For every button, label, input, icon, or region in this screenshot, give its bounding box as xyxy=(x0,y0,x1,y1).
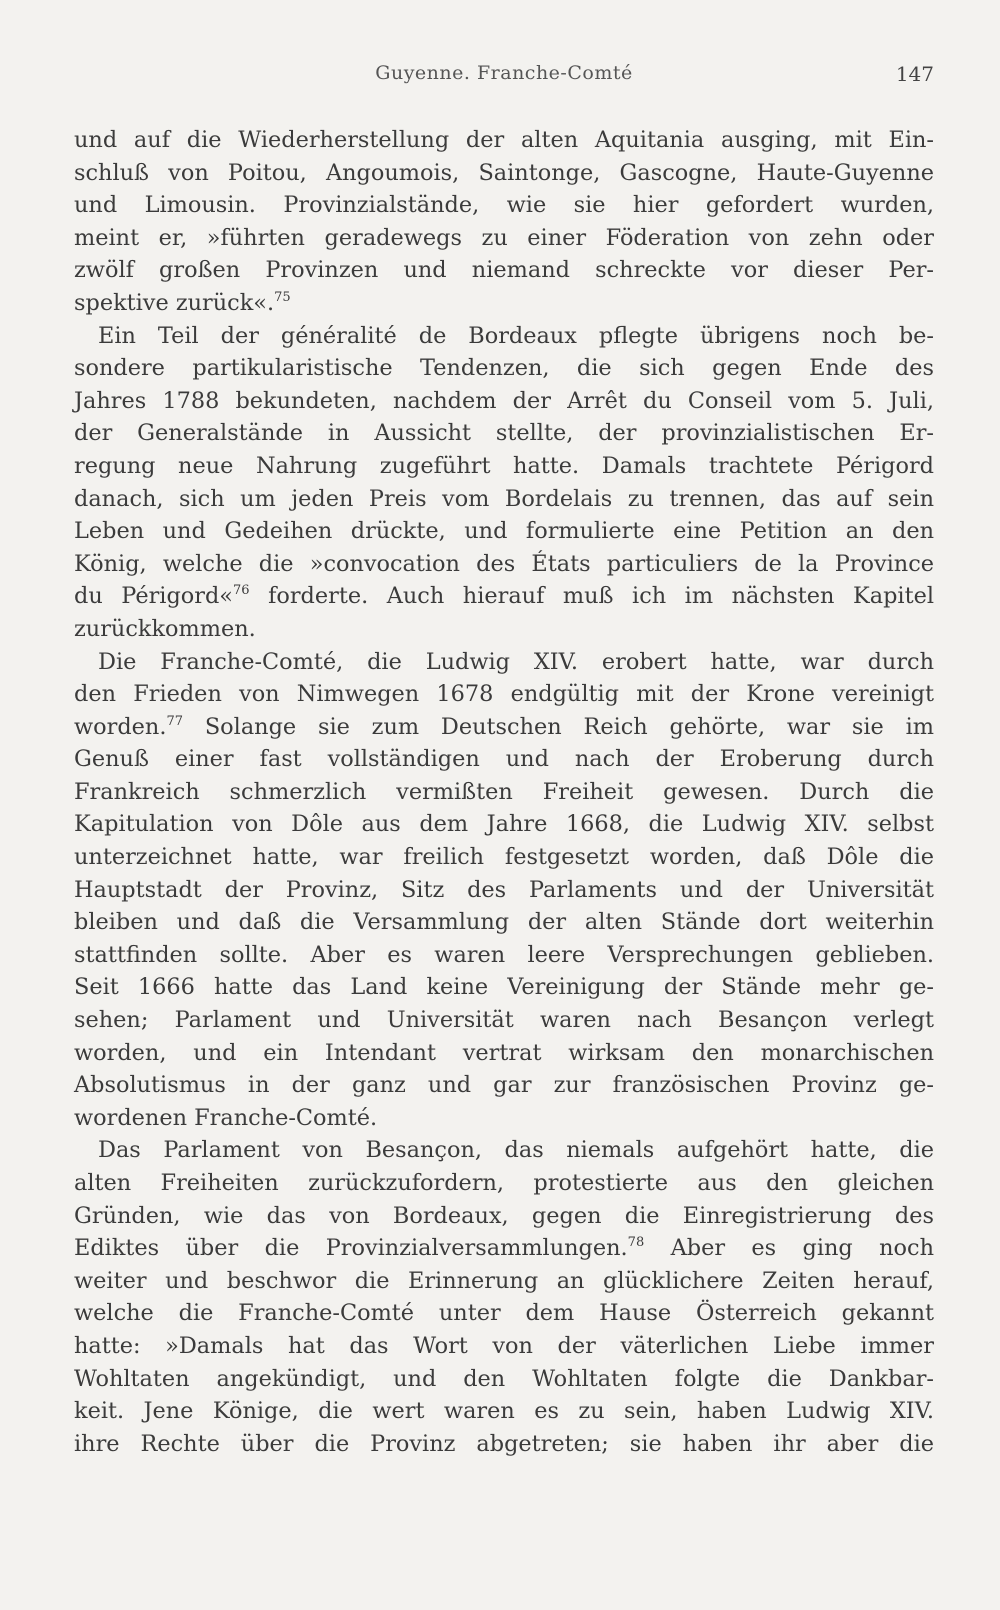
text-line xyxy=(74,1200,934,1233)
text-line xyxy=(74,254,934,287)
line-text: hatte: »Damals hat das Wort von der väterlichen Liebe immer xyxy=(74,1332,934,1359)
text-line xyxy=(74,124,934,157)
text-line xyxy=(74,157,934,190)
line-text: wordenen Franche-Comté. xyxy=(74,1104,378,1131)
line-text-continued: forderte. Auch hierauf muß ich im nächsten Kapitel xyxy=(249,583,934,610)
running-head: Guyenne. Franche-Comté xyxy=(375,62,633,84)
text-line xyxy=(74,841,934,874)
text-line xyxy=(74,939,934,972)
text-line xyxy=(74,971,934,1004)
line-text: Jahres 1788 bekundeten, nachdem der Arrêt du Conseil vom 5. Juli, xyxy=(74,387,934,414)
line-text: Wohltaten angekündigt, und den Wohltaten folgte die Dankbar- xyxy=(74,1365,934,1392)
text-line xyxy=(74,678,934,711)
line-text: zwölf großen Provinzen und niemand schreckte vor dieser Per- xyxy=(74,257,934,284)
text-line xyxy=(74,483,934,516)
text-line xyxy=(74,1265,934,1298)
text-line xyxy=(74,548,934,581)
text-line xyxy=(74,874,934,907)
line-text-continued: Aber es ging noch xyxy=(644,1235,934,1262)
page-number: 147 xyxy=(895,62,934,86)
line-text: du Périgord« xyxy=(74,583,233,610)
text-line xyxy=(74,1069,934,1102)
text-line xyxy=(74,287,934,320)
line-text: meint er, »führten geradewegs zu einer Föderation von zehn oder xyxy=(74,224,934,251)
line-text: schluß von Poitou, Angoumois, Saintonge, Gascogne, Haute-Guyenne xyxy=(74,159,934,186)
line-text: Hauptstadt der Provinz, Sitz des Parlaments und der Universität xyxy=(74,876,934,903)
line-text: der Generalstände in Aussicht stellte, der provinzialistischen Er- xyxy=(74,420,934,447)
text-line xyxy=(74,222,934,255)
line-text: alten Freiheiten zurückzufordern, protestierte aus den gleichen xyxy=(74,1170,934,1196)
line-text: Absolutismus in der ganz und gar zur französischen Provinz ge- xyxy=(74,1072,934,1099)
text-line xyxy=(74,1428,934,1461)
text-line xyxy=(74,515,934,548)
line-text: unterzeichnet hatte, war freilich festgesetzt worden, daß Dôle die xyxy=(74,844,934,871)
line-text: und auf die Wiederherstellung der alten Aquitania ausging, mit Ein- xyxy=(74,127,934,153)
footnote-marker: 75 xyxy=(274,289,291,305)
line-text: Seit 1666 hatte das Land keine Vereinigung der Stände mehr ge- xyxy=(74,974,934,1001)
text-line xyxy=(74,743,934,776)
line-text: regung neue Nahrung zugeführt hatte. Damals trachtete Périgord xyxy=(74,452,934,479)
text-line xyxy=(74,1167,934,1200)
line-text-continued: Solange sie zum Deutschen Reich gehörte, war sie im xyxy=(183,713,934,740)
text-line xyxy=(74,450,934,483)
line-text: Leben und Gedeihen drückte, und formulierte eine Petition an den xyxy=(74,518,934,545)
line-text: Das Parlament von Besançon, das niemals aufgehört hatte, die xyxy=(98,1137,934,1164)
text-line xyxy=(74,1395,934,1428)
text-line xyxy=(74,906,934,939)
text-line xyxy=(74,613,934,646)
line-text: ihre Rechte über die Provinz abgetreten; sie haben ihr aber die xyxy=(74,1430,934,1457)
line-text: Frankreich schmerzlich vermißten Freiheit gewesen. Durch die xyxy=(74,778,934,805)
text-line xyxy=(74,1102,934,1135)
line-text: Ein Teil der généralité de Bordeaux pflegte übrigens noch be- xyxy=(98,322,934,349)
text-line xyxy=(74,1004,934,1037)
line-text: keit. Jene Könige, die wert waren es zu sein, haben Ludwig XIV. xyxy=(74,1398,934,1425)
line-text: danach, sich um jeden Preis vom Bordelais zu trennen, das auf sein xyxy=(74,485,934,512)
line-text: stattfinden sollte. Aber es waren leere Versprechungen geblieben. xyxy=(74,941,934,968)
text-line xyxy=(74,320,934,353)
text-line xyxy=(74,1232,934,1265)
text-line xyxy=(74,776,934,809)
page-header xyxy=(74,62,934,92)
text-line xyxy=(74,1330,934,1363)
line-text: spektive zurück«. xyxy=(74,289,275,316)
line-text: weiter und beschwor die Erinnerung an glücklichere Zeiten herauf, xyxy=(74,1267,934,1294)
text-line xyxy=(74,1037,934,1070)
line-text: sehen; Parlament und Universität waren nach Besançon verlegt xyxy=(74,1007,934,1034)
text-line xyxy=(74,385,934,418)
line-text: König, welche die »convocation des États particuliers de la Province xyxy=(74,550,934,577)
text-line xyxy=(74,1363,934,1396)
body-text xyxy=(74,124,934,1460)
footnote-marker: 77 xyxy=(166,713,184,729)
line-text: und Limousin. Provinzialstände, wie sie hier gefordert wurden, xyxy=(74,192,934,219)
text-line xyxy=(74,189,934,222)
line-text: zurückkommen. xyxy=(74,615,256,642)
line-text: Kapitulation von Dôle aus dem Jahre 1668, die Ludwig XIV. selbst xyxy=(74,811,934,838)
line-text: welche die Franche-Comté unter dem Hause Österreich gekannt xyxy=(74,1300,934,1327)
footnote-marker: 76 xyxy=(233,583,250,599)
text-line xyxy=(74,808,934,841)
text-line xyxy=(74,1134,934,1167)
text-line xyxy=(74,417,934,450)
line-text: Die Franche-Comté, die Ludwig XIV. erobert hatte, war durch xyxy=(98,648,934,675)
text-line xyxy=(74,352,934,385)
footnote-marker: 78 xyxy=(627,1235,645,1251)
line-text: sondere partikularistische Tendenzen, die sich gegen Ende des xyxy=(74,355,934,382)
text-line xyxy=(74,580,934,613)
line-text: bleiben und daß die Versammlung der alten Stände dort weiterhin xyxy=(74,909,934,936)
line-text: den Frieden von Nimwegen 1678 endgültig mit der Krone vereinigt xyxy=(74,681,934,708)
text-line xyxy=(74,711,934,744)
line-text: worden, und ein Intendant vertrat wirksam den monarchischen xyxy=(74,1039,934,1066)
line-text: worden. xyxy=(74,713,167,740)
line-text: Gründen, wie das von Bordeaux, gegen die Einregistrierung des xyxy=(74,1202,934,1229)
line-text: Ediktes über die Provinzialversammlungen. xyxy=(74,1235,628,1262)
text-line xyxy=(74,1297,934,1330)
line-text: Genuß einer fast vollständigen und nach der Eroberung durch xyxy=(74,746,934,773)
text-line xyxy=(74,646,934,679)
